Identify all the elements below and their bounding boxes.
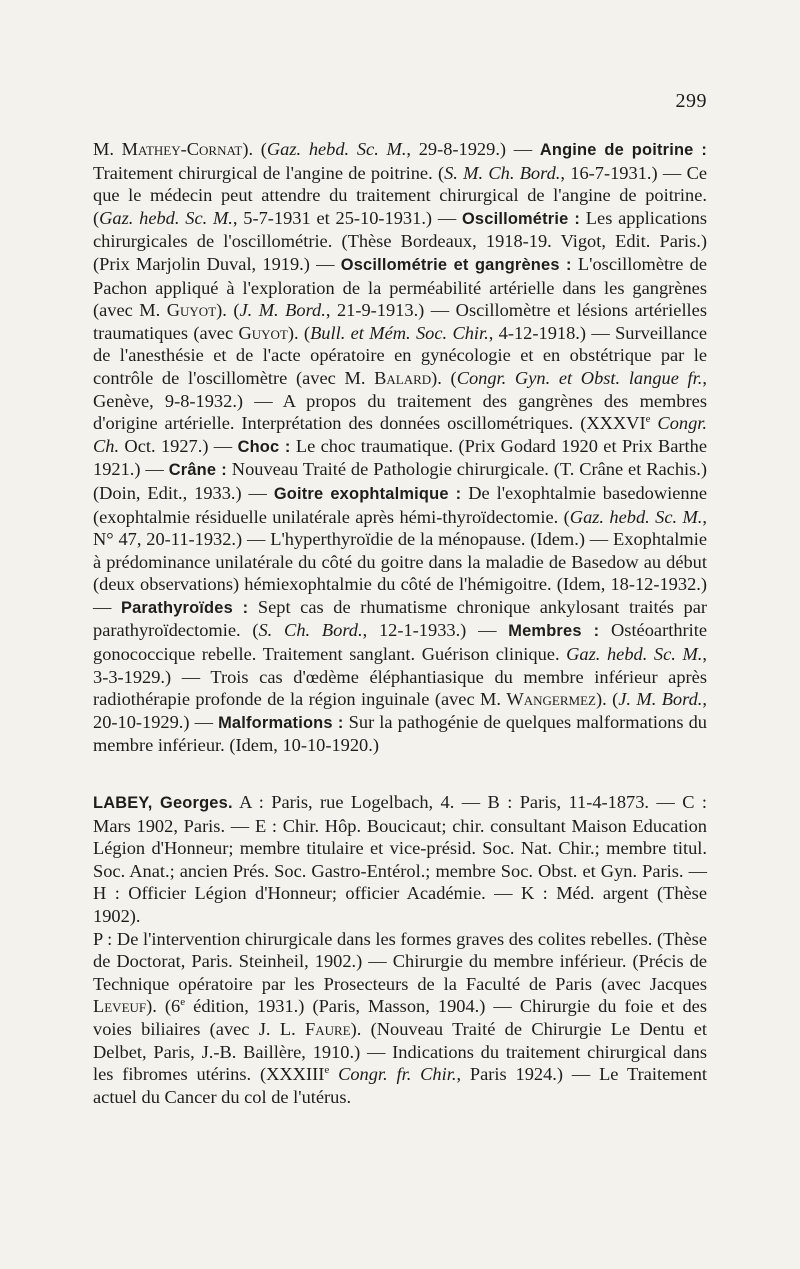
section-keyword: Oscillométrie et gangrènes : bbox=[340, 255, 572, 274]
section-keyword: Angine de poitrine : bbox=[539, 141, 707, 159]
page-number: 299 bbox=[675, 90, 707, 112]
entry-mathey-cornat-continuation bbox=[93, 138, 707, 757]
text-run: P : De l'intervention chirurgicale dans les formes graves des colites rebelles. (Thèse de Doctorat, Paris. Steinheil, 1902.) — Chirurgie du membre inférieur. (Précis de Technique opératoire par les Prosecteurs de la Faculté de Paris (avec Jacques bbox=[93, 928, 707, 994]
text-run: Ostéoarthrite gonococcique rebelle. Traitement sanglant. Guérison clinique. bbox=[93, 620, 708, 665]
text-run: Traitement chirurgical de l'angine de poitrine. ( bbox=[93, 162, 445, 183]
author-name: Guyot bbox=[166, 300, 217, 321]
text-run: ). ( bbox=[242, 139, 267, 159]
entry-separator bbox=[93, 757, 707, 791]
author-name: Balard bbox=[374, 367, 432, 388]
journal-title: Congr. Ch. bbox=[93, 413, 707, 456]
entry-labey-header bbox=[93, 791, 707, 928]
section-keyword: Parathyroïdes : bbox=[120, 598, 249, 617]
journal-title: Gaz. hebd. Sc. M. bbox=[566, 644, 703, 665]
journal-title: J. M. Bord. bbox=[618, 689, 703, 710]
entry-labey-publications bbox=[93, 928, 707, 1109]
entry-name: LABEY, Georges. bbox=[93, 794, 233, 813]
author-name: Wangermez bbox=[506, 689, 596, 710]
author-name: Guyot bbox=[238, 322, 288, 343]
section-keyword: Oscillométrie : bbox=[461, 209, 581, 228]
author-name: Leveuf bbox=[93, 996, 147, 1017]
text-run: , 4-12-1918.) — Surveillance de l'anesthésie et de l'acte opératoire en gynécologie et en obstétrique par le contrôle de l'oscillomètre (avec M. bbox=[93, 322, 707, 388]
journal-title: Gaz. hebd. Sc. M. bbox=[99, 207, 233, 228]
section-keyword: Goitre exophtalmique : bbox=[273, 484, 462, 503]
text-run: , 29-8-1929.) — bbox=[406, 139, 540, 159]
text-run: , 3-3-1929.) — Trois cas d'œdème éléphantiasique du membre inférieur après radiothérapie profonde de la région inguinale (avec M. bbox=[93, 644, 707, 710]
section-keyword: Malformations : bbox=[218, 713, 344, 732]
text-run: Les applications chirurgicales de l'oscillométrie. (Thèse Bordeaux, 1918-19. Vigot, Edit. Paris.) (Prix Marjolin Duval, 1919.) — bbox=[93, 207, 707, 274]
section-keyword: Membres : bbox=[508, 622, 600, 641]
text-run: ). ( bbox=[431, 367, 457, 388]
journal-title: Congr. fr. Chir. bbox=[338, 1064, 457, 1085]
text-run: ). (6 bbox=[146, 996, 181, 1017]
text-run: Nouveau Traité de Pathologie chirurgicale. (T. Crâne et Rachis.) (Doin, Edit., 1933.) — bbox=[93, 459, 708, 503]
journal-title: Gaz. hebd. Sc. M. bbox=[266, 139, 407, 159]
superscript: e bbox=[645, 413, 651, 425]
text-run: , Genève, 9-8-1932.) — A propos du traitement des gangrènes des membres d'origine artérielle. Interprétation des données oscillométriques. (XXXVI bbox=[93, 367, 707, 434]
text-column bbox=[93, 138, 707, 1108]
text-run bbox=[329, 1064, 338, 1084]
text-run: , N° 47, 20-11-1932.) — L'hyperthyroïdie de la ménopause. (Idem.) — Exophtalmie à prédominance unilatérale du côté du goitre dans la maladie de Basedow au début (deux observations) hémiexophtalmie du côté de l'hémigoitre. (Idem, 18-12-1932.) — bbox=[93, 506, 708, 617]
text-run: Sept cas de rhumatisme chronique ankylosant traités par parathyroïdectomie. ( bbox=[93, 596, 707, 641]
text-run: Le choc traumatique. (Prix Godard 1920 et Prix Barthe 1921.) — bbox=[93, 435, 707, 480]
journal-title: S. Ch. Bord. bbox=[258, 620, 363, 641]
section-keyword: Crâne : bbox=[168, 461, 227, 480]
journal-title: Bull. et Mém. Soc. Chir. bbox=[310, 322, 489, 343]
author-name: Mathey-Cornat bbox=[121, 139, 243, 159]
journal-title: J. M. Bord. bbox=[239, 300, 326, 321]
text-run: M. bbox=[93, 139, 122, 159]
text-run: L'oscillomètre de Pachon appliqué à l'exploration de la perméabilité artérielle dans les gangrènes (avec M. bbox=[93, 253, 707, 321]
text-run: ). (Nouveau Traité de Chirurgie Le Dentu et Delbet, Paris, J.-B. Baillère, 1910.) — Indications du traitement chirurgical dans les fibromes utérins. (XXXIII bbox=[93, 1018, 707, 1085]
journal-title: Congr. Gyn. et Obst. langue fr. bbox=[456, 367, 703, 388]
text-run: De l'exophtalmie basedowienne (exophtalmie résiduelle unilatérale après hémi-thyroïdectomie. ( bbox=[93, 482, 707, 527]
text-run: Sur la pathogénie de quelques malformations du membre inférieur. (Idem, 10-10-1920.) bbox=[93, 711, 707, 756]
section-keyword: Choc : bbox=[237, 437, 291, 456]
text-run: ). ( bbox=[216, 300, 240, 321]
author-name: Faure bbox=[304, 1018, 351, 1039]
text-run: , 21-9-1913.) — Oscillomètre et lésions artérielles traumatiques (avec bbox=[93, 300, 707, 343]
text-run: , 16-7-1931.) — Ce que le médecin peut attendre du traitement chirurgical de l'angine de poitrine. ( bbox=[93, 162, 707, 228]
superscript: e bbox=[324, 1064, 330, 1077]
text-run: ). ( bbox=[287, 322, 311, 343]
journal-title: Gaz. hebd. Sc. M. bbox=[569, 506, 703, 527]
text-run: ). ( bbox=[595, 689, 619, 710]
text-run: , 12-1-1933.) — bbox=[362, 620, 509, 641]
text-run: édition, 1931.) (Paris, Masson, 1904.) — Chirurgie du foie et des voies biliaires (avec J. L. bbox=[93, 996, 707, 1039]
text-run: , Paris 1924.) — Le Traitement actuel du Cancer du col de l'utérus. bbox=[93, 1064, 708, 1107]
text-run: Oct. 1927.) — bbox=[119, 435, 238, 456]
text-run: , 5-7-1931 et 25-10-1931.) — bbox=[232, 207, 462, 228]
superscript: e bbox=[180, 996, 186, 1009]
text-run: , 20-10-1929.) — bbox=[93, 689, 707, 732]
journal-title: S. M. Ch. Bord. bbox=[444, 162, 561, 183]
text-run: A : Paris, rue Logelbach, 4. — B : Paris, 11-4-1873. — C : Mars 1902, Paris. — E : Chir. Hôp. Boucicaut; chir. consultant Maison Education Légion d'Honneur; membre titulaire et vice-présid. Soc. Nat. Chir.; membre titul. Soc. Anat.; ancien Prés. Soc. Gastro-Entérol.; membre Soc. Obst. et Gyn. Paris. — H : Officier Légion d'Honneur; officier Académie. — K : Méd. argent (Thèse 1902). bbox=[93, 792, 707, 926]
